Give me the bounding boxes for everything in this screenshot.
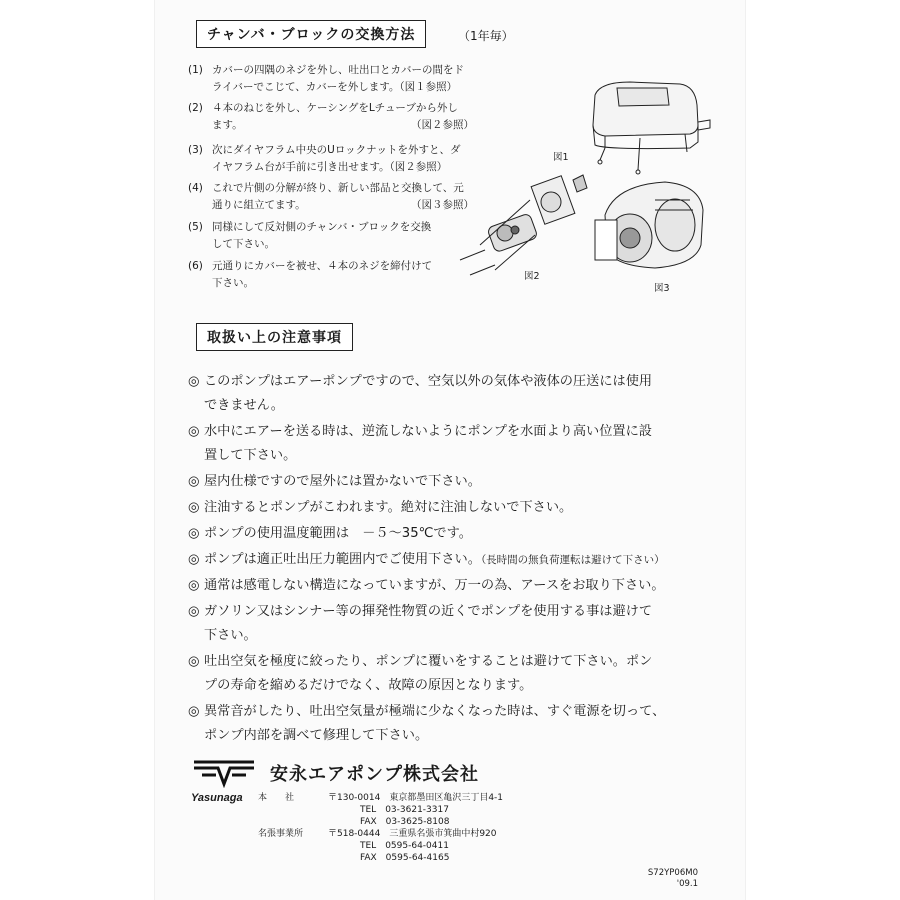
step-figure-ref: （図３参照） <box>411 199 474 211</box>
precaution-item <box>188 650 698 698</box>
step-number: (1) <box>188 64 203 76</box>
brand-name: Yasunaga <box>191 792 243 804</box>
double-circle-icon: ◎ <box>188 374 200 389</box>
step-number: (5) <box>188 221 203 233</box>
step-text: 元通りにカバーを被せ、４本のネジを締付けて <box>212 260 433 272</box>
head-office-fax: FAX 03-3625-8108 <box>360 817 450 827</box>
precaution-item <box>188 522 698 546</box>
precaution-text: ガソリン又はシンナー等の揮発性物質の近くでポンプを使用する事は避けて <box>204 604 653 619</box>
step-text: カバーの四隅のネジを外し、吐出口とカバーの間をド <box>212 64 464 76</box>
precaution-text: ポンプ内部を調べて修理して下さい。 <box>204 728 429 743</box>
head-office-tel: TEL 03-3621-3317 <box>360 805 449 815</box>
precaution-text: 吐出空気を極度に絞ったり、ポンプに覆いをすることは避けて下さい。ポン <box>204 654 653 669</box>
precaution-text: ポンプの使用温度範囲は －５～35℃です。 <box>204 526 472 541</box>
precaution-text: できません。 <box>204 398 284 413</box>
precaution-item <box>188 370 698 418</box>
precaution-text: 通常は感電しない構造になっていますが、万一の為、アースをお取り下さい。 <box>204 578 665 593</box>
step-text: ライバーでこじて、カバーを外します。（図１参照） <box>212 81 458 93</box>
precaution-text: 水中にエアーを送る時は、逆流しないようにポンプを水面より高い位置に設 <box>204 424 652 439</box>
step-number: (3) <box>188 144 203 156</box>
precautions-title: 取扱い上の注意事項 <box>207 330 342 346</box>
doc-date-text: '09.1 <box>676 879 698 889</box>
figure-3-assembly <box>595 182 703 268</box>
precaution-item <box>188 496 698 520</box>
double-circle-icon: ◎ <box>188 424 200 439</box>
figure-1-label: 図1 <box>553 152 569 163</box>
step-number: (4) <box>188 182 203 194</box>
step-text: これで片側の分解が終り、新しい部品と交換して、元 <box>212 182 464 194</box>
double-circle-icon: ◎ <box>188 654 200 669</box>
step-item <box>188 142 488 176</box>
figure-2-label: 図2 <box>524 271 540 282</box>
precaution-text: 置して下さい。 <box>204 448 297 463</box>
step-text: イヤフラム台が手前に引き出せます。（図２参照） <box>212 161 448 173</box>
precaution-text: 注油するとポンプがこわれます。絶対に注油しないで下さい。 <box>204 500 573 515</box>
head-office-address: 〒130-0014 東京都墨田区亀沢三丁目4-1 <box>328 793 504 803</box>
step-number: (2) <box>188 102 203 114</box>
head-office-label: 本 社 <box>258 793 295 803</box>
double-circle-icon: ◎ <box>188 704 200 719</box>
step-text: ます。 <box>212 119 243 131</box>
step-text: 通りに組立てます。 <box>212 199 306 211</box>
figure-1-cover <box>593 82 710 174</box>
step-item <box>188 258 488 292</box>
branch-office-label: 名張事業所 <box>258 829 304 839</box>
step-item <box>188 100 488 134</box>
precaution-text: このポンプはエアーポンプですので、空気以外の気体や液体の圧送には使用 <box>204 374 653 389</box>
branch-office-fax: FAX 0595-64-4165 <box>360 853 450 863</box>
precaution-text: 異常音がしたり、吐出空気量が極端に少なくなった時は、すぐ電源を切って、 <box>204 704 666 719</box>
pump-diagrams <box>455 70 715 295</box>
precaution-text: 下さい。 <box>204 628 257 643</box>
step-text: 同様にして反対側のチャンバ・ブロックを交換 <box>212 221 432 233</box>
precaution-item <box>188 470 698 494</box>
branch-office-tel: TEL 0595-64-0411 <box>360 841 449 851</box>
step-item <box>188 180 488 214</box>
section-heading-precautions <box>196 323 353 351</box>
replacement-title: チャンバ・ブロックの交換方法 <box>207 27 416 43</box>
precaution-line <box>204 548 698 572</box>
figure-2-exploded <box>460 175 587 275</box>
yasunaga-logo-icon <box>192 758 256 788</box>
precaution-item <box>188 574 698 598</box>
doc-code-text: S72YP06M0 <box>647 868 698 878</box>
precaution-item <box>188 548 698 572</box>
step-text: 次にダイヤフラム中央のUロックナットを外すと、ダ <box>212 144 461 156</box>
step-text: ４本のねじを外し、ケーシングをLチューブから外し <box>212 102 458 114</box>
precaution-note: （長時間の無負荷運転は避けて下さい） <box>480 554 665 566</box>
replacement-interval: （1年毎） <box>458 29 514 43</box>
precaution-text: 屋内仕様ですので屋外には置かないで下さい。 <box>204 474 481 489</box>
branch-office-address: 〒518-0444 三重県名張市箕曲中村920 <box>328 829 497 839</box>
section-heading-replacement <box>196 20 426 48</box>
company-name: 安永エアポンプ株式会社 <box>270 764 479 785</box>
double-circle-icon: ◎ <box>188 500 200 515</box>
step-item <box>188 219 488 253</box>
double-circle-icon: ◎ <box>188 604 200 619</box>
double-circle-icon: ◎ <box>188 474 200 489</box>
double-circle-icon: ◎ <box>188 578 200 593</box>
step-text: 下さい。 <box>212 277 254 289</box>
figure-3-label: 図3 <box>654 283 670 294</box>
double-circle-icon: ◎ <box>188 552 200 567</box>
precaution-text: ポンプは適正吐出圧力範囲内でご使用下さい。 <box>204 552 481 567</box>
precaution-item <box>188 700 698 748</box>
precaution-item <box>188 600 698 648</box>
precaution-text: プの寿命を縮めるだけでなく、故障の原因となります。 <box>204 678 533 693</box>
step-item <box>188 62 488 96</box>
step-text: して下さい。 <box>212 238 275 250</box>
double-circle-icon: ◎ <box>188 526 200 541</box>
step-figure-ref: （図２参照） <box>411 119 474 131</box>
step-number: (6) <box>188 260 203 272</box>
document-code <box>628 868 698 890</box>
precaution-item <box>188 420 698 468</box>
